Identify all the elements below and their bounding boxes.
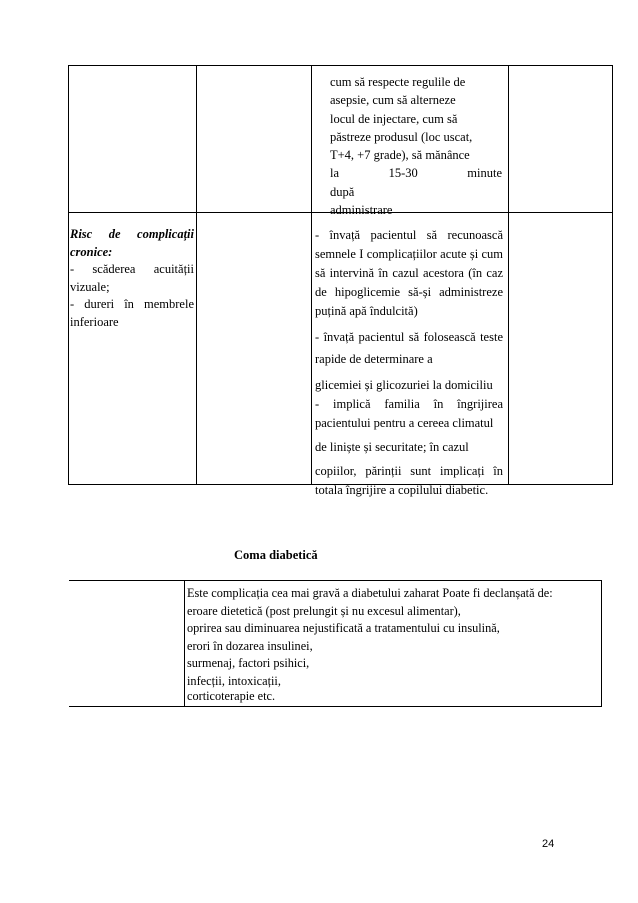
coma-description-cell xyxy=(184,581,601,706)
intervention-paragraph: - învață pacientul să recunoască semnele I complicațiilor acute și cum să intervină în cazul acestora (în caz de hipoglicemie să-și administreze puțină apă îndulcită) xyxy=(315,228,503,318)
coma-line: Este complicația cea mai gravă a diabetului zaharat Poate fi declanșată de: xyxy=(187,586,553,600)
intervention-paragraph: de liniște și securitate; în cazul xyxy=(315,440,469,454)
coma-table xyxy=(69,580,602,707)
cell-line: cum să respecte regulile de xyxy=(330,75,466,89)
intervention-paragraph: - învață pacientul să folosească teste rapide de determinare a xyxy=(315,330,503,366)
table-col-divider-3 xyxy=(508,65,509,485)
table-col-divider-2 xyxy=(311,65,312,485)
section-title: Coma diabetică xyxy=(234,548,318,562)
row1-interventions-cell xyxy=(330,73,502,219)
list-item: - scăderea acuității vizuale; xyxy=(70,262,194,294)
complications-heading: Risc de complicații cronice: xyxy=(70,227,194,259)
coma-line: oprirea sau diminuarea nejustificată a tratamentului cu insulină, xyxy=(187,621,500,635)
cell-line: locul de injectare, cum să xyxy=(330,111,458,126)
cell-line: la 15-30 minute după xyxy=(330,166,502,199)
intervention-paragraph: copiilor, părinții sunt implicați în totala îngrijire a copilului diabetic. xyxy=(315,464,503,497)
table-top-border xyxy=(68,65,613,66)
cell-line: administrare xyxy=(330,203,393,218)
page-number: 24 xyxy=(542,838,555,850)
list-item: - dureri în membrele inferioare xyxy=(70,297,194,329)
coma-line: surmenaj, factori psihici, xyxy=(187,656,310,670)
intervention-paragraph: glicemiei și glicozuriei la domiciliu xyxy=(315,378,493,392)
coma-line: corticoterapie etc. xyxy=(187,689,276,703)
coma-line: erori în dozarea insulinei, xyxy=(187,638,313,653)
coma-line: eroare dietetică (post prelungit și nu excesul alimentar), xyxy=(187,603,461,618)
table-right-border xyxy=(612,65,613,485)
row2-problem-cell xyxy=(70,226,194,331)
table-left-border xyxy=(68,65,69,485)
row2-interventions-cell xyxy=(315,226,503,505)
cell-line: păstreze produsul (loc uscat, xyxy=(330,129,473,144)
coma-line: infecții, intoxicații, xyxy=(187,673,281,688)
intervention-paragraph: - implică familia în îngrijirea pacientului pentru a cereea climatul xyxy=(315,397,503,430)
cell-line: asepsie, cum să alterneze xyxy=(330,93,456,108)
cell-line: T+4, +7 grade), să mănânce xyxy=(330,148,470,163)
table-col-divider-1 xyxy=(196,65,197,485)
